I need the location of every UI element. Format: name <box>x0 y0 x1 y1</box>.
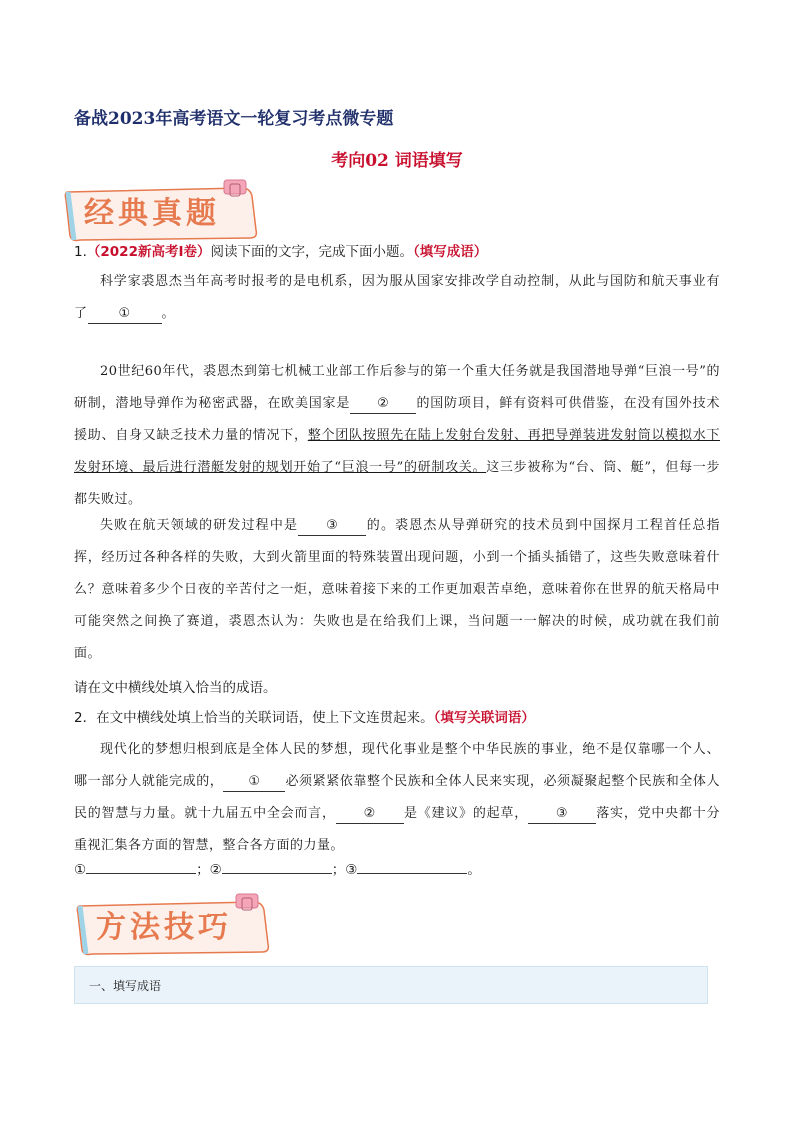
answer-label-1: ① <box>74 862 87 878</box>
method-item-1: 一、填写成语 <box>89 979 162 993</box>
q2-text-b: 必须紧紧依靠整个民族和全体人民来实现，必须凝聚起整个民族和全体人民的智慧与力量。就十九届五中全会而言， <box>74 774 720 821</box>
answer-end: 。 <box>467 862 481 878</box>
answer-field-2[interactable] <box>222 861 332 874</box>
q1-p1-text-b: 有了 <box>74 274 720 321</box>
q1-p1-text-a: 科学家裘恩杰当年高考时报考的是电机系，因为服从国家安排改学自动控制，从此与国防和航天事业 <box>100 274 707 289</box>
q1-paragraph-1 <box>74 266 720 330</box>
q1-type: （填写成语） <box>413 244 488 260</box>
q2-number: 2． <box>74 710 97 726</box>
q1-p3-text-b: 的。裘恩杰从导弹研究的技术员到中国探月工程首任总指挥，经历过各种各样的失败，大到火箭里面的特殊装置出现问题，小到一个插头插错了，这些失败意味着什么？意味着多少个日夜的辛苦付之一炬，意味着接下来的工作更加艰苦卓绝，意味着你在世界的航天格局中可能突然之间换了赛道，裘恩杰认为：失败也是在给我们上课，当问题一一解决的时候，成功就在我们前面。 <box>74 518 720 661</box>
method-tips-banner <box>72 892 292 958</box>
q1-blank-2[interactable]: ② <box>350 395 416 414</box>
banner-label: 经典真题 <box>84 196 220 231</box>
q2-blank-3[interactable]: ③ <box>528 805 596 824</box>
q1-p2-text-b: 的国防项目，鲜有资料可供借鉴，在没有国外技术援助、自身又缺乏技术力量的情况下， <box>74 396 720 443</box>
q2-text-a: 现代化的梦想归根到底是全体人民的梦想，现代化事业是整个中华民族的事业，绝不是仅靠哪一个人、哪一部分人就能完成的， <box>74 742 720 789</box>
classic-questions-banner <box>60 178 280 244</box>
q2-blank-1[interactable]: ① <box>223 773 285 792</box>
answer-field-3[interactable] <box>357 861 467 874</box>
q2-answer-line <box>74 858 481 878</box>
q1-paragraph-2 <box>74 356 720 516</box>
q1-p2-text-c: 这三步被称为“台、筒、艇”，但每一步都失败过。 <box>74 460 721 507</box>
q1-blank-3[interactable]: ③ <box>298 517 366 536</box>
q1-p3-text-a: 失败在航天领域的研发过程中是 <box>100 518 299 533</box>
answer-label-2: ；② <box>196 862 222 878</box>
q2-instruction: 在文中横线处填上恰当的关联词语，使上下文连贯起来。 <box>96 710 434 726</box>
q2-header <box>74 706 535 726</box>
q1-number: 1. <box>74 244 87 260</box>
section-subtitle: 考向02 词语填写 <box>331 151 463 171</box>
q1-header <box>74 240 487 260</box>
answer-label-3: ；③ <box>331 862 358 878</box>
q1-p2-underlined: 整个团队按照先在陆上发射台发射、再把导弹装进发射筒以模拟水下发射环境、最后进行潜艇发射的规划开始了“巨浪一号”的研制攻关。 <box>74 428 720 475</box>
q1-p1-text-c: 。 <box>161 306 176 321</box>
q1-instruction: 阅读下面的文字，完成下面小题。 <box>210 244 413 260</box>
answer-field-1[interactable] <box>86 861 196 874</box>
q1-paragraph-3 <box>74 510 720 670</box>
banner-label: 方法技巧 <box>96 910 232 945</box>
q2-text-d: 落实，党中央都十分重视汇集各方面的智慧，整合各方面的力量。 <box>74 806 720 853</box>
q1-p2-text-a: 20世纪60年代，裘恩杰到第七机械工业部工作后参与的第一个重大任务就是我国潜地导弹“巨浪一号”的研制，潜地导弹作为秘密武器，在欧美国家是 <box>74 364 720 411</box>
q2-blank-2[interactable]: ② <box>336 805 404 824</box>
method-section-box <box>74 966 708 1004</box>
q1-blank-1[interactable]: ① <box>88 305 162 324</box>
q1-prompt: 请在文中横线处填入恰当的成语。 <box>74 680 277 696</box>
q2-type: （填写关联词语） <box>433 710 535 726</box>
document-title: 备战2023年高考语文一轮复习考点微专题 <box>74 109 394 129</box>
q2-paragraph <box>74 734 720 862</box>
q1-source: （2022新高考I卷） <box>86 244 211 260</box>
q2-text-c: 是《建议》的起草， <box>403 806 528 821</box>
